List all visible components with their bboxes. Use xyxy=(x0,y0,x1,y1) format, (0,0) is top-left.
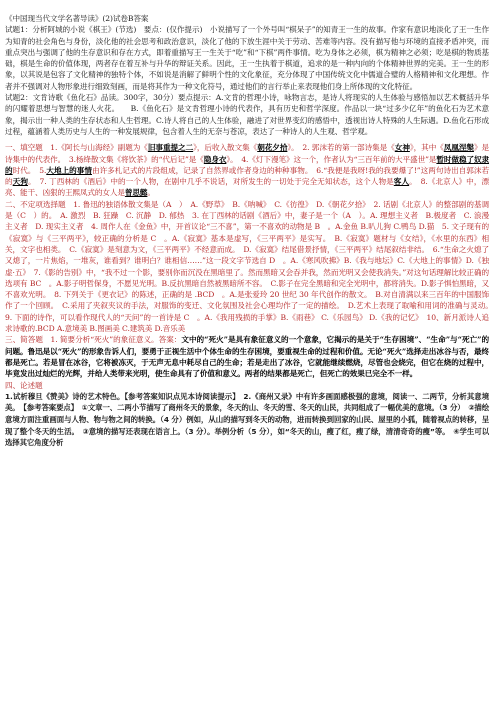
fill-answer: 大地上的事情 xyxy=(46,165,92,175)
fill-answer: 曾思懿 xyxy=(124,188,148,198)
fill-text: 》，其中《 xyxy=(409,143,444,153)
fill-answer: 朝花夕拾 xyxy=(257,143,288,153)
fill-answer: 女神 xyxy=(394,143,410,153)
fill-text: 》，后收入散文集《 xyxy=(193,143,258,153)
fill-text: 》。 2. 郭沫若的第一部诗集是《 xyxy=(287,143,395,153)
fill-text: 。 7. 丁西林的《酒后》中的一个人物，在剧中几乎不说话，对所发生的一切处于完全无知状态，这个人物是 xyxy=(28,177,394,187)
fill-in-section xyxy=(5,142,496,449)
fill-answer: 客人 xyxy=(393,177,410,187)
fill-text: 。 8.《北京人》中，漂亮、能干、凶狠的王熙凤式的女人是 xyxy=(5,177,489,198)
short-answer-text: 文中的“死火”是具有象征意义的一个意象，它揭示的是关于“生存困境”、“生命”与“死亡”的问题。鲁迅是以“死火”的形象告诉人们，要勇于正视生活中个体生命的生存困境，要重视生命的过程和价值。无论“死火”选择走出冰谷与否，最终都是死亡。若是冒在冰谷，它将被冻灭，于无声无息中耗尽自己的生命；若是走出了冰谷，它就能继续燃烧，尽管也会烧完，但它在烧的过程中，毕竟发出过灿烂的光辉，并给人类带来光明，使生命具有了价值和意义。两者的结果都是死亡，但死亡的效果已完全不一样。 xyxy=(5,335,489,379)
multiple-choice-section: 二、不定项选择题 1. 鲁迅的独语体散文集是（A ） A.《野草》 B.《呐喊》 C.《彷徨》 D.《朝花夕拾》 2. 话剧《北京人》的整部剧的基调是（C ）的。 A. 激烈 B. 狂躁 C. 沉静 D. 郁热 3. 在丁西林的话剧《酒后》中，妻子是一个（A ）。A. 理想主义者 B.极度者 C. 浪漫主义者 D. 现实主义者 4. 周作人在《金鱼》中，开首议论“三不喜”，第一不喜欢的动物是 B 。A.金鱼 B.叭儿狗 C.鸭鸟 D.猫 5. 文子现有的《寂寞》与《三平两平》，较正确的分析是 C 。A.《寂寞》基本是虚写，《三平两平》是实写。 B.《寂寞》题材与《女结》，《水里的东西》相关，文字也相类。 C.《寂寞》是刻意为文，《三平两平》不经意而成。 D.《寂寞》结尾借景抒情，《三平两平》结尾叙结非结。 6.“生命之火熄了又熄了，一片焦焰，一堆灰，谁看到？谁明白？谁相信……”这一段文字节选自 D 。A.《寒风吹拂》B.《我与地坛》C.《大地上的事情》D.《独虚·五》 7.《影的告别》中，“我不过一个影，要别你而沉没在黑暗里了。然而黑暗又会吞并我，然而光明又会使我消失。”对这句话理解比较正确的选项有 BC 。A.影子明哲保身，不愿见光明。B.反抗黑暗自然被黑暗所不容。 C.影子在完全黑暗和完全光明中，都将消失。D.影子惧怕黑暗，又不喜欢光明。 8. 下列关于《更衣记》的陈述，正确的是 .BCD 。A.是张爱玲 20 世纪 30 年代创作的散文。 B.对自清满以来三百年的中国服饰作了一个回顾。 C.采用了夹叙夹议的手法，对服饰的变迁、文化氛围及社会心理均作了一定的描绘。 D.艺术上表现了取喻和用词的准确与灵动。 9. 下面的诗作，可以看作现代人的“天问”的一首诗是 C 。A.《我用残损的手掌》B.《雨巷》 C.《乐园鸟》 D.《我的记忆》 10、新月派诗人追求诗歌的.BCD A.意境美 B.图画美 C.建筑美 D.音乐美 xyxy=(5,199,496,334)
fill-text: 一、填空题 1.《阿长与山海经》副题为《 xyxy=(5,143,148,153)
fill-text: 》。 4.《灯下漫笔》这一个，作者认为“三百年前的大平盛世”是 xyxy=(226,154,437,164)
fill-text: 》是诗集中的代表作。 3.杨绛散文集《将饮茶》的“代后记”是《 xyxy=(5,143,490,164)
fill-answer: 隐身衣 xyxy=(203,154,227,164)
fill-text: 时代。 5. xyxy=(12,165,47,175)
document-content xyxy=(5,13,496,449)
essay-section-text: 1.试析穆旦《赞美》诗的艺术特色。【参考答案知识点见本诗阅读提示】 2.《商州又录》中有许多画面感极强的意境，阅读一、二两节，分析其意境美。 【参考答案要点】 ①文章一、二两小节描写了商州冬天的景象，冬天的山、冬天的雪、冬天的山民，共同组成了一幅优美的意境。（3 分） ②描绘意境方面注重画面与人物、物与物之间的转换。（4 分）例如，从山的描写到冬天的动物，进而转换到回家的山民、屋里的小狐，随着视点的转移，呈现了整个冬天的生活。 ③意境的描写还表现在语言上。（3 分）。举例分析（5 分），如“冬天的山，瘦了红，瘦了绿，清清奇奇的瘦”等。 ④学生可以选择其它角度分析 xyxy=(5,391,489,448)
short-answer-label: 三、简答题 1. 简要分析“死火”的象征意义。答案： xyxy=(5,335,182,345)
fill-text: 。 xyxy=(147,188,155,198)
fill-answer: 旧事重提之二 xyxy=(147,143,194,153)
fill-answer: 暂时做稳了奴隶的 xyxy=(5,154,490,175)
fill-answer: 凤凰涅槃 xyxy=(443,143,474,153)
fill-answer: 天狗 xyxy=(12,177,28,187)
fill-text: 由许多札记式的片段组成，记录了自然界或作者身边的种种事物。 6.“我便是我呀!我的我要爆了!”这两句诗出自郭沫若的 xyxy=(5,165,489,187)
short-answer-section xyxy=(5,334,489,379)
exam-title: 《中国现当代文学名著导读》(2)试卷B答案 xyxy=(5,14,149,23)
question-1-answer: 试题1：分析阿城的小说《棋王》(节选) 要点：(仅作提示) 小说描写了一个外号叫“棋呆子”的知青王一生的故事。作家有意识地淡化了王一生作为知青的社会角色与身份，淡化他的社会思考和政治意识，淡化了他的下放生涯中关于劳动、苦难等内容。没有描写他与环境的直接矛盾冲突，而重点突出与强调了他的生存意识和存在方式，即着重描写王一生关于“吃”和“下棋”两件事情。吃为身体之必须，棋为精神之必须；吃是棋的物质基础，棋是生命的价值体现，两者存在着互补与升华的辩证关系。因此，王一生执着于棋道，追求的是一种内向的个体精神世界的完美。王一生的形象，以其说是包容了文化精神的独特个体，不如说是消解了鲜明个性的文化象征，充分体现了中国传统文化中儒道合璧的人格精神和文化理想。作者并不强调对人物形象进行细致刻画，而是将其作为一种文化符号，通过他们的言行举止来表现他们身上所体现的文化特征。 xyxy=(5,25,489,91)
essay-section-label: 四、论述题 xyxy=(5,380,43,390)
question-2-answer: 试题2：文肯诗歌《鱼化石》品读。300字，30分）要点提示：A.文肯的哲理小诗，咏物言志，是诗人将现实的人生体验与感悟加以艺术概括升华的闪耀着思想与智慧的迷人火花。 B.《鱼化石》是文肯哲理小诗的代表作，具有历史和哲学深度。作品以一块“过多少亿年”的鱼化石为艺术意象，揭示出一种人类的生存状态和人生哲理。C.诗人将自己的人生体验，融进了对世界变幻的感悟中，透视出诗人特殊的人生际遇。D.鱼化石形成过程，蕴涵着人类历史与人生的一种发展规律，包含着人生的无奈与苍凉，表达了一种诗人的人生观、哲学观。 xyxy=(5,93,489,136)
fill-in-paragraph xyxy=(5,142,489,198)
